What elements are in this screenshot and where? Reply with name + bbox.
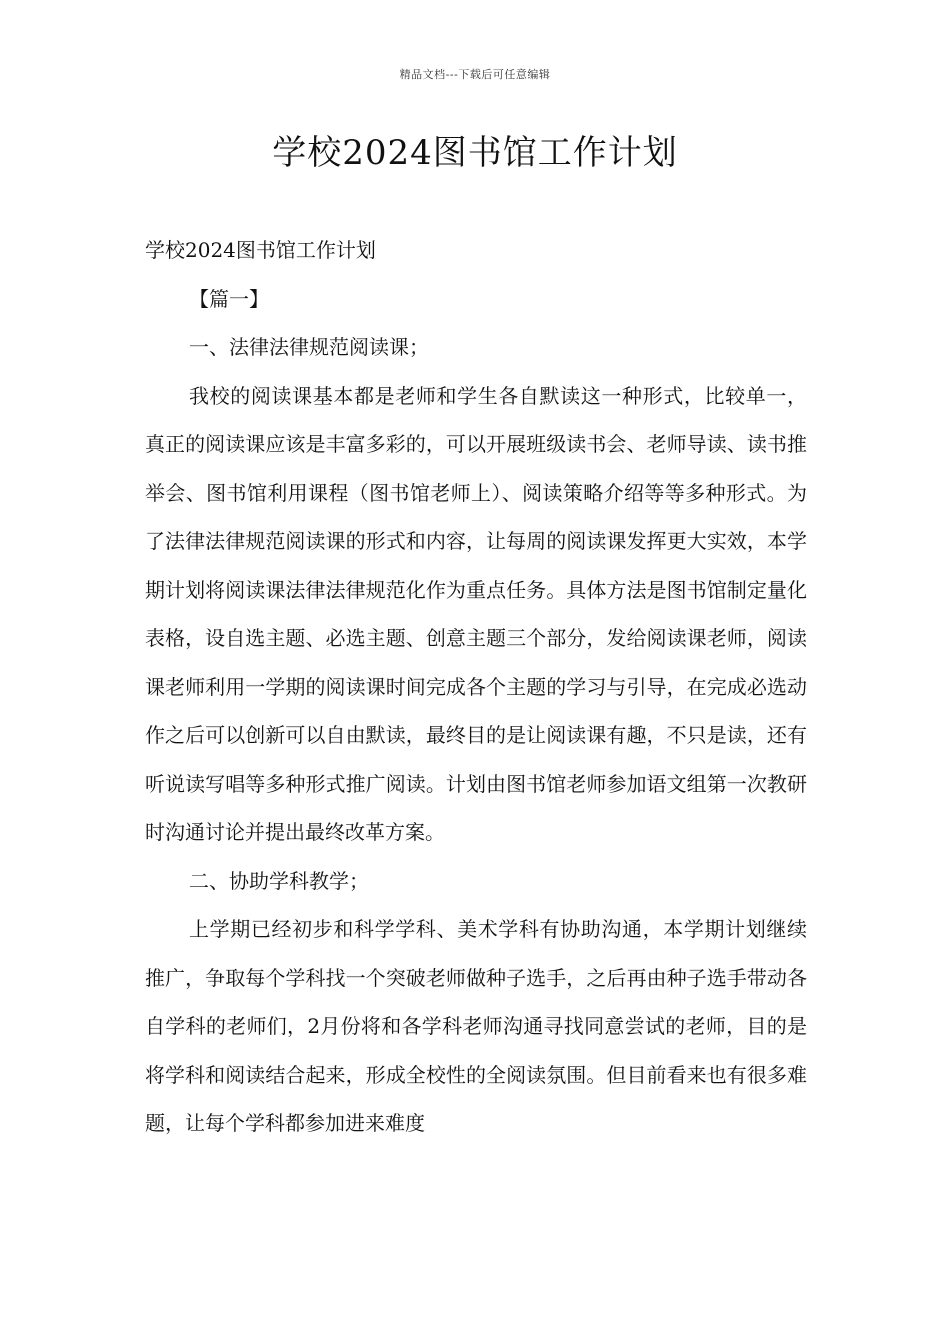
document-body [145,226,807,1148]
header-note: 精品文档---下载后可任意编辑 [399,68,551,81]
paragraph-two: 上学期已经初步和科学学科、美术学科有协助沟通，本学期计划继续推广，争取每个学科找一个突破老师做种子选手，之后再由种子选手带动各自学科的老师们，2月份将和各学科老师沟通寻找同意尝试的老师，目的是将学科和阅读结合起来，形成全校性的全阅读氛围。但目前看来也有很多难题，让每个学科都参加进来难度 [145,917,807,1135]
section-label: 【篇一】 [189,286,269,311]
heading-two: 二、协助学科教学； [189,868,369,893]
document-title: 学校2024图书馆工作计划 [272,133,678,173]
heading-one: 一、法律法律规范阅读课； [189,335,429,359]
subtitle-line: 学校2024图书馆工作计划 [145,238,376,262]
paragraph-one: 我校的阅读课基本都是老师和学生各自默读这一种形式，比较单一，真正的阅读课应该是丰富多彩的，可以开展班级读书会、老师导读、读书推举会、图书馆利用课程（图书馆老师上）、阅读策略介绍等等多种形式。为了法律法律规范阅读课的形式和内容，让每周的阅读课发挥更大实效，本学期计划将阅读课法律法律规范化作为重点任务。具体方法是图书馆制定量化表格，设自选主题、必选主题、创意主题三个部分，发给阅读课老师，阅读课老师利用一学期的阅读课时间完成各个主题的学习与引导，在完成必选动作之后可以创新可以自由默读，最终目的是让阅读课有趣，不只是读，还有听说读写唱等多种形式推广阅读。计划由图书馆老师参加语文组第一次教研时沟通讨论并提出最终改革方案。 [145,383,807,844]
